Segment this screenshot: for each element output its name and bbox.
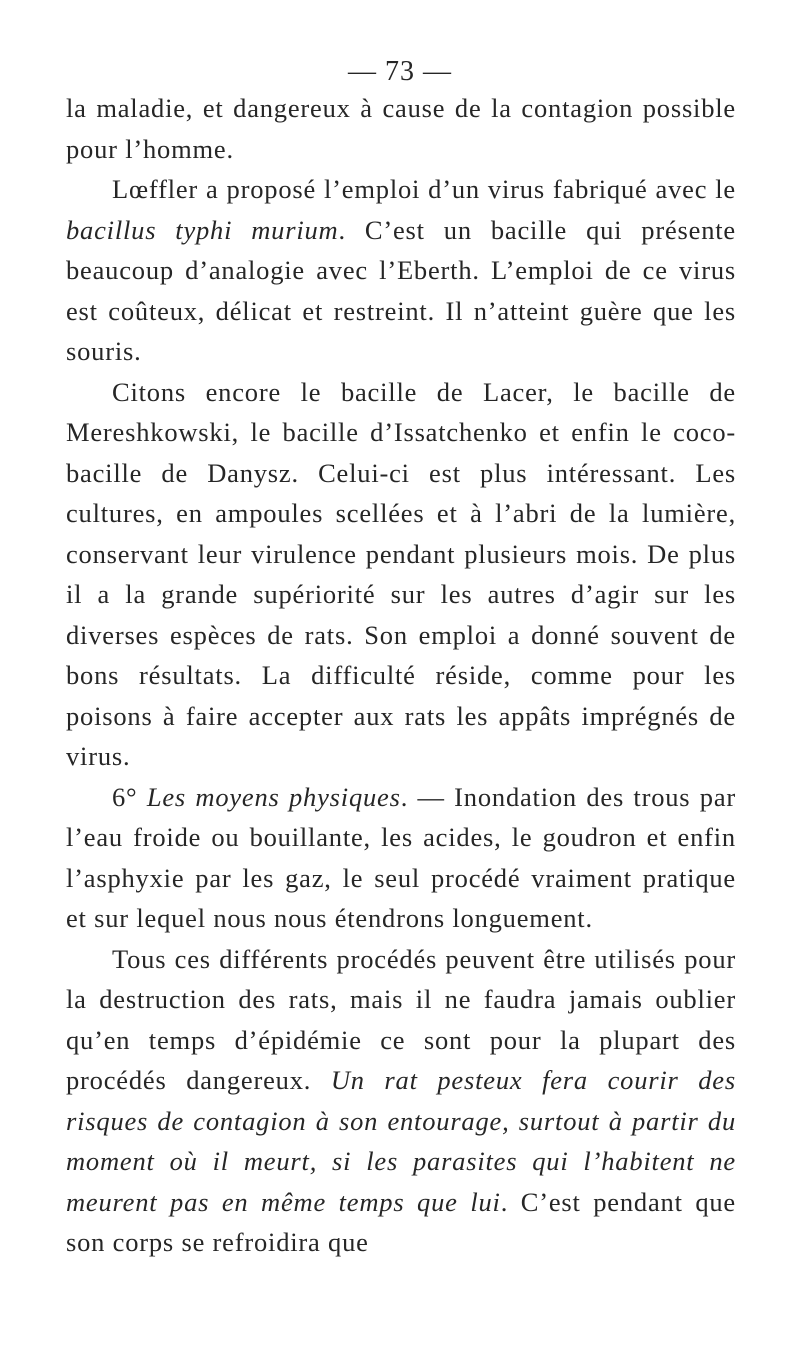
paragraph-2-text-b: . C’est un bacille qui présente beaucoup d’analogie avec l’Eberth. L’emploi de ce virus est coûteux, délicat et restreint. Il n’atteint guère que les souris. [66, 214, 736, 366]
paragraph-2-text-a: Lœffler a proposé l’emploi d’un virus fabriqué avec le [112, 174, 736, 204]
paragraph-5 [66, 939, 736, 1263]
paragraph-3-text: Citons encore le bacille de Lacer, le bacille de Mereshkowski, le bacille d’Issatchenko et enfin le coco-bacille de Danysz. Celui-ci est plus intéressant. Les cultures, en ampoules scellées et à l’abri de la lumière, conservant leur virulence pendant plusieurs mois. De plus il a la grande supériorité sur les autres d’agir sur les diverses espèces de rats. Son emploi a donné souvent de bons résultats. La difficulté réside, comme pour les poisons à faire accepter aux rats les appâts imprégnés de virus. [66, 376, 736, 771]
paragraph-4 [66, 777, 736, 939]
paragraph-3 [66, 372, 736, 777]
paragraph-1-text: la maladie, et dangereux à cause de la contagion possible pour l’homme. [66, 93, 736, 164]
paragraph-5-text-a: Tous ces différents procédés peuvent être utilisés pour la destruction des rats, mais il ne faudra jamais oublier qu’en temps d’épidémie ce sont pour la plupart des procédés dangereux. [66, 943, 736, 1095]
paragraph-1 [66, 88, 736, 169]
paragraph-5-text-b: . C’est pendant que son corps se refroidira que [66, 1186, 736, 1257]
paragraph-2-italic-species: bacillus typhi murium [66, 214, 339, 245]
page-number: — 73 — [348, 56, 452, 87]
body-text [66, 88, 736, 1263]
paragraph-2 [66, 169, 736, 372]
paragraph-4-italic-heading: Les moyens physiques [146, 781, 401, 812]
paragraph-4-number: 6° [112, 781, 147, 812]
paragraph-5-italic-warning: Un rat pesteux fera courir des risques de contagion à son entourage, surtout à partir du moment où il meurt, si les parasites qui l’habitent ne meurent pas en même temps que lui [66, 1065, 736, 1217]
paragraph-4-text: . — Inondation des trous par l’eau froide ou bouillante, les acides, le goudron et enfin l’asphyxie par les gaz, le seul procédé vraiment pratique et sur lequel nous nous étendrons longuement. [66, 781, 737, 933]
